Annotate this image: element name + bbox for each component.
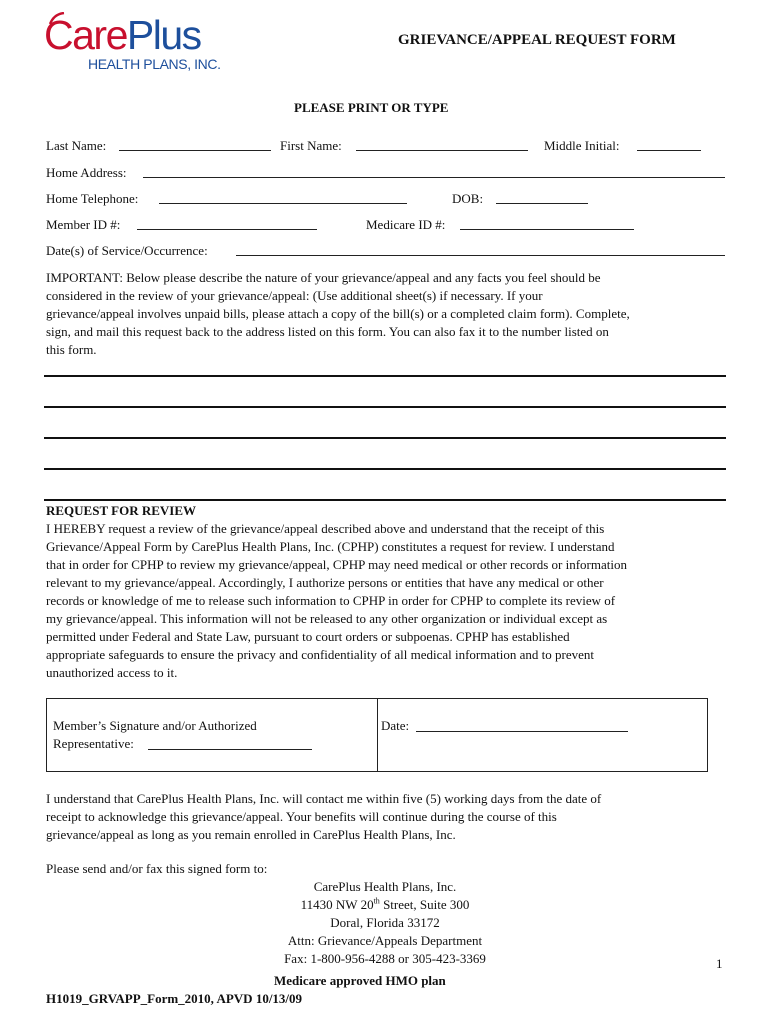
important-line: IMPORTANT: Below please describe the nature of your grievance/appeal and any facts you feel should be: [46, 270, 601, 285]
important-line: this form.: [46, 342, 97, 357]
member-id-field[interactable]: [137, 229, 317, 230]
description-line[interactable]: [44, 437, 726, 439]
signature-field[interactable]: [148, 749, 312, 750]
logo-subtitle: HEALTH PLANS, INC.: [88, 56, 221, 72]
address-fax: Fax: 1-800-956-4288 or 305-423-3369: [284, 951, 486, 966]
home-telephone-label: Home Telephone:: [46, 191, 139, 206]
first-name-field[interactable]: [356, 150, 528, 151]
description-line[interactable]: [44, 375, 726, 377]
review-line: appropriate safeguards to ensure the privacy and confidentiality of all medical information and to prevent: [46, 647, 594, 662]
plan-type: Medicare approved HMO plan: [274, 973, 446, 988]
date-label: Date:: [381, 718, 410, 733]
signature-label-line1: Member’s Signature and/or Authorized: [53, 718, 257, 733]
print-instruction: PLEASE PRINT OR TYPE: [294, 100, 449, 115]
review-line: unauthorized access to it.: [46, 665, 178, 680]
review-line: Grievance/Appeal Form by CarePlus Health Plans, Inc. (CPHP) constitutes a request for review. I understand: [46, 539, 615, 554]
careplus-logo: [44, 10, 224, 82]
review-line: that in order for CPHP to review my grievance/appeal, CPHP may need medical or other records or information: [46, 557, 627, 572]
form-title: GRIEVANCE/APPEAL REQUEST FORM: [398, 32, 676, 48]
address-street: 11430 NW 20th Street, Suite 300: [300, 896, 470, 912]
signature-date-field[interactable]: [416, 731, 628, 732]
middle-initial-field[interactable]: [637, 150, 701, 151]
address-company: CarePlus Health Plans, Inc.: [313, 879, 457, 894]
important-line: sign, and mail this request back to the address listed on this form. You can also fax it to the number listed on: [46, 324, 609, 339]
dates-of-service-label: Date(s) of Service/Occurrence:: [46, 243, 208, 258]
review-line: permitted under Federal and State Law, pursuant to court orders or subpoenas. CPHP has established: [46, 629, 570, 644]
send-instructions: Please send and/or fax this signed form to:: [46, 861, 268, 876]
description-line[interactable]: [44, 499, 726, 501]
acknowledgement-line: I understand that CarePlus Health Plans, Inc. will contact me within five (5) working days from the date of: [46, 791, 602, 806]
important-line: grievance/appeal involves unpaid bills, please attach a copy of the bill(s) or a completed claim form). Complete,: [46, 306, 630, 321]
review-line: relevant to my grievance/appeal. Accordingly, I authorize persons or entities that have any medical or other: [46, 575, 604, 590]
medicare-id-field[interactable]: [460, 229, 634, 230]
review-line: I HEREBY request a review of the grievance/appeal described above and understand that the receipt of this: [46, 521, 605, 536]
review-paragraph: [46, 520, 627, 682]
medicare-id-label: Medicare ID #:: [366, 217, 446, 232]
dates-of-service-field[interactable]: [236, 255, 725, 256]
form-code: H1019_GRVAPP_Form_2010, APVD 10/13/09: [46, 991, 303, 1006]
dob-field[interactable]: [496, 203, 588, 204]
acknowledgement-line: grievance/appeal as long as you remain enrolled in CarePlus Health Plans, Inc.: [46, 827, 456, 842]
logo-wordmark: CarePlus: [44, 12, 201, 58]
acknowledgement-line: receipt to acknowledge this grievance/appeal. Your benefits will continue during the course of this: [46, 809, 557, 824]
page-number: 1: [716, 956, 723, 971]
address-attn: Attn: Grievance/Appeals Department: [287, 933, 483, 948]
request-for-review-heading: REQUEST FOR REVIEW: [46, 503, 197, 518]
first-name-label: First Name:: [280, 138, 342, 153]
dob-label: DOB:: [452, 191, 484, 206]
important-paragraph: [46, 269, 630, 359]
signature-box-divider: [377, 699, 378, 771]
last-name-label: Last Name:: [46, 138, 107, 153]
middle-initial-label: Middle Initial:: [544, 138, 620, 153]
address-city: Doral, Florida 33172: [330, 915, 440, 930]
signature-box: [46, 698, 708, 772]
last-name-field[interactable]: [119, 150, 271, 151]
home-address-label: Home Address:: [46, 165, 127, 180]
signature-label-line2: Representative:: [53, 736, 134, 751]
review-line: records or knowledge of me to release such information to CPHP in order for CPHP to complete its review of: [46, 593, 616, 608]
review-line: my grievance/appeal. This information will not be released to any other organization or individual except as: [46, 611, 608, 626]
acknowledgement-paragraph: [46, 790, 601, 844]
home-address-field[interactable]: [143, 177, 725, 178]
description-line[interactable]: [44, 468, 726, 470]
mailing-address: [235, 878, 535, 968]
important-line: considered in the review of your grievance/appeal: (Use additional sheet(s) if necessary. If your: [46, 288, 543, 303]
member-id-label: Member ID #:: [46, 217, 121, 232]
description-line[interactable]: [44, 406, 726, 408]
home-telephone-field[interactable]: [159, 203, 407, 204]
